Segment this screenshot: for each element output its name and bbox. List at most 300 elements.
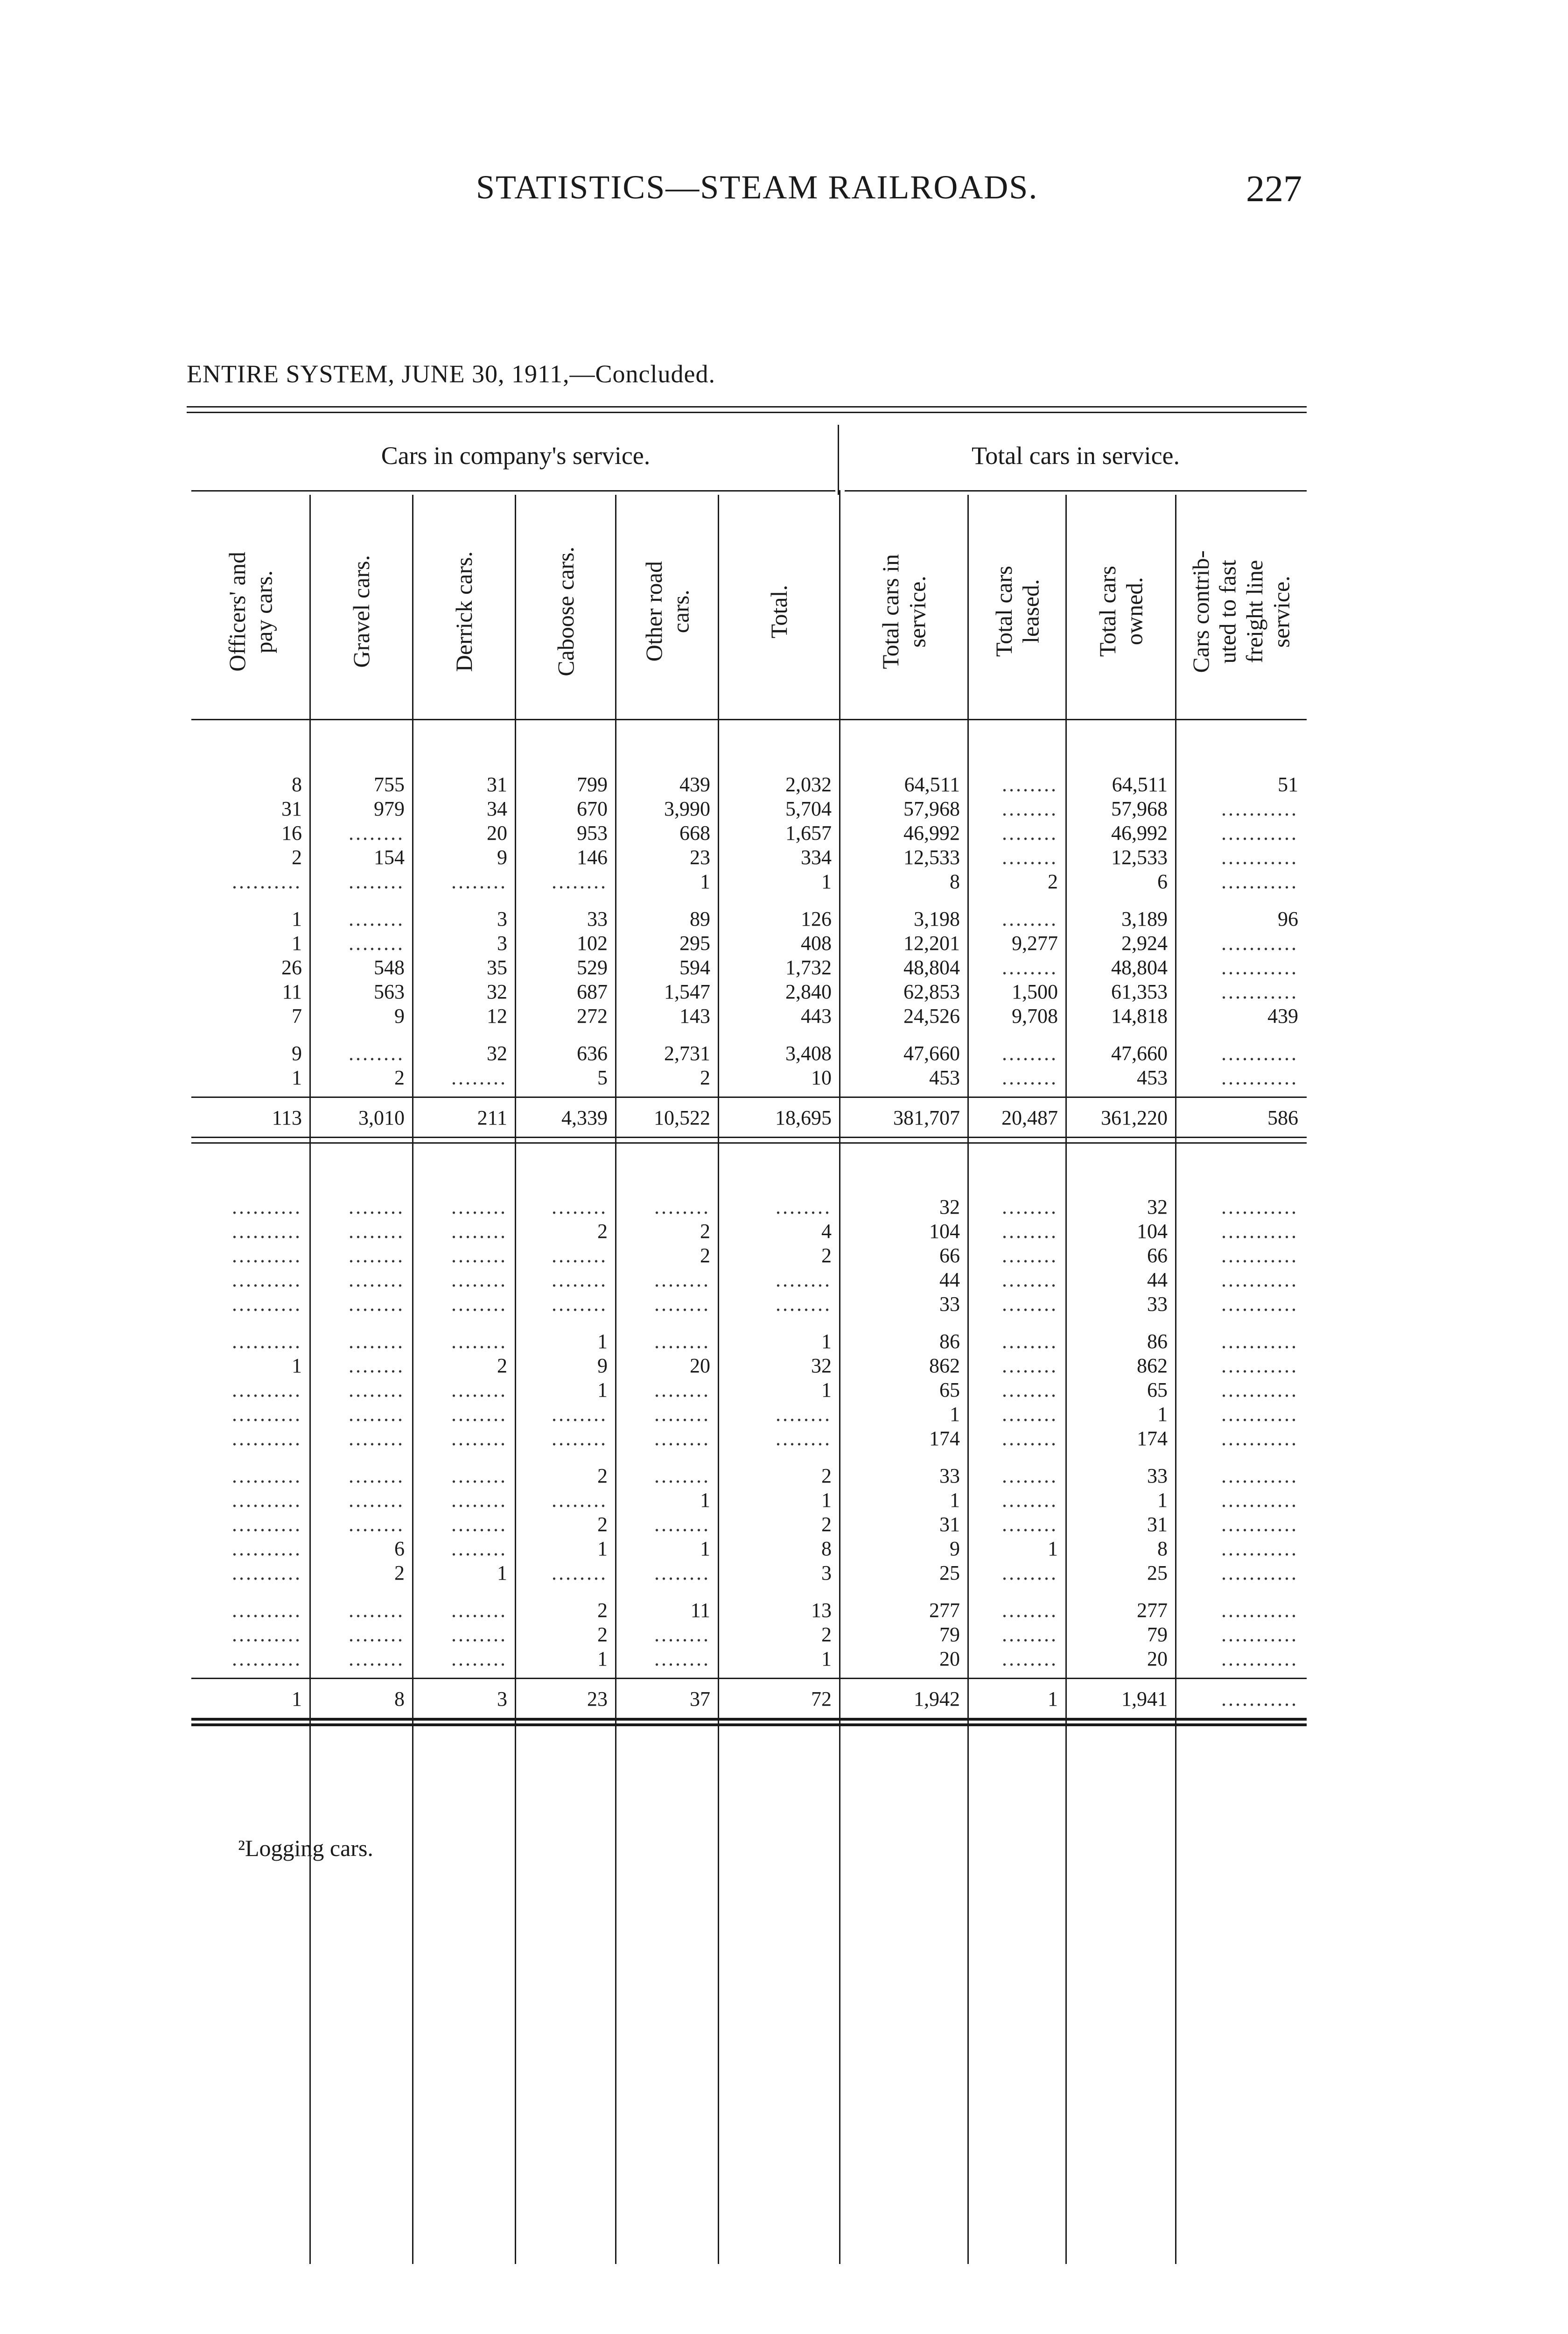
- table-cell: 20: [690, 1354, 710, 1377]
- total-cell: 4,339: [561, 1106, 608, 1129]
- table-cell: ........: [552, 1427, 608, 1450]
- table-cell: ........: [451, 1403, 507, 1426]
- table-cell: ...........: [1221, 846, 1298, 869]
- table-cell: ...........: [1221, 1537, 1298, 1560]
- total-cell: 8: [394, 1687, 405, 1710]
- table-cell: 8: [1157, 1537, 1168, 1560]
- table-cell: ...........: [1221, 1042, 1298, 1065]
- table-cell: ...........: [1221, 1403, 1298, 1426]
- table-cell: ........: [1002, 1403, 1058, 1426]
- table-cell: ........: [349, 822, 405, 844]
- table-cell: 1: [292, 907, 302, 930]
- table-cell: ...........: [1221, 1293, 1298, 1315]
- table-cell: ...........: [1221, 1647, 1298, 1670]
- table-cell: 9: [292, 1042, 302, 1065]
- table-cell: ........: [1002, 1042, 1058, 1065]
- table-cell: 48,804: [903, 956, 960, 979]
- table-cell: 1: [597, 1330, 608, 1353]
- table-cell: 44: [1147, 1268, 1168, 1291]
- table-cell: ........: [349, 1623, 405, 1646]
- table-cell: ...........: [1221, 797, 1298, 820]
- table-cell: 862: [929, 1354, 960, 1377]
- table-cell: 46,992: [903, 822, 960, 844]
- total-cell: 3,010: [358, 1106, 405, 1129]
- table-cell: ........: [451, 1244, 507, 1267]
- table-cell: ........: [654, 1513, 710, 1536]
- table-cell: ..........: [232, 1464, 302, 1487]
- table-cell: ........: [1002, 822, 1058, 844]
- table-cell: 2: [597, 1220, 608, 1243]
- table-cell: ........: [349, 1244, 405, 1267]
- total-rule: [191, 1678, 1307, 1679]
- table-cell: 1,547: [664, 980, 710, 1003]
- table-cell: 1: [821, 1489, 832, 1511]
- table-cell: 1: [821, 1378, 832, 1401]
- table-cell: 277: [929, 1599, 960, 1622]
- table-cell: ........: [552, 1195, 608, 1218]
- table-cell: 34: [487, 797, 507, 820]
- table-cell: 2: [497, 1354, 507, 1377]
- table-cell: ..........: [232, 1599, 302, 1622]
- table-cell: ........: [654, 1330, 710, 1353]
- table-cell: 1: [597, 1537, 608, 1560]
- table-cell: 2,032: [785, 773, 832, 796]
- table-cell: ........: [451, 1489, 507, 1511]
- table-cell: ........: [1002, 907, 1058, 930]
- table-cell: ..........: [232, 1378, 302, 1401]
- footnote: ²Logging cars.: [238, 1835, 373, 1861]
- table-cell: 3,408: [785, 1042, 832, 1065]
- table-cell: 8: [292, 773, 302, 796]
- table-cell: ..........: [232, 1513, 302, 1536]
- table-cell: 1: [597, 1378, 608, 1401]
- running-title: STATISTICS—STEAM RAILROADS.: [476, 169, 1038, 206]
- table-cell: ........: [1002, 773, 1058, 796]
- table-cell: 2: [821, 1513, 832, 1536]
- table-cell: 4: [821, 1220, 832, 1243]
- table-cell: ........: [451, 1599, 507, 1622]
- table-cell: 86: [1147, 1330, 1168, 1353]
- table-cell: 529: [577, 956, 608, 979]
- table-cell: ...........: [1221, 1513, 1298, 1536]
- table-cell: ........: [349, 1647, 405, 1670]
- table-cell: ........: [654, 1647, 710, 1670]
- table-cell: ........: [654, 1464, 710, 1487]
- table-cell: 20: [487, 822, 507, 844]
- column-header-label: Caboose cars.: [552, 547, 579, 676]
- table-cell: ...........: [1221, 1066, 1298, 1089]
- group-total-service: Total cars in service.: [971, 442, 1180, 470]
- table-cell: 687: [577, 980, 608, 1003]
- table-cell: 1: [292, 1354, 302, 1377]
- total-cell: 1: [292, 1687, 302, 1710]
- table-cell: 62,853: [903, 980, 960, 1003]
- total-cell: 1,941: [1121, 1687, 1168, 1710]
- table-cell: ........: [1002, 1378, 1058, 1401]
- table-cell: ...........: [1221, 1489, 1298, 1511]
- table-cell: ........: [654, 1195, 710, 1218]
- table-cell: 65: [1147, 1378, 1168, 1401]
- table-cell: ........: [1002, 956, 1058, 979]
- table-cell: 862: [1137, 1354, 1168, 1377]
- table-cell: 2,731: [664, 1042, 710, 1065]
- column-header-label: Cars contrib- uted to fast freight line service.: [1188, 550, 1295, 673]
- table-cell: ........: [1002, 1599, 1058, 1622]
- table-cell: 2: [1048, 870, 1058, 893]
- table-cell: ........: [349, 1427, 405, 1450]
- table-cell: 563: [374, 980, 405, 1003]
- table-cell: ........: [1002, 1268, 1058, 1291]
- table-cell: ...........: [1221, 1561, 1298, 1584]
- column-header-label: Total.: [766, 584, 792, 639]
- total-cell: 113: [272, 1106, 302, 1129]
- table-cell: 104: [929, 1220, 960, 1243]
- table-cell: ........: [349, 1599, 405, 1622]
- section-end-rule: [191, 1718, 1307, 1721]
- table-cell: ........: [349, 907, 405, 930]
- table-cell: ..........: [232, 1427, 302, 1450]
- table-cell: ...........: [1221, 1464, 1298, 1487]
- table-cell: 1: [1048, 1537, 1058, 1560]
- table-cell: ..........: [232, 870, 302, 893]
- table-cell: 25: [1147, 1561, 1168, 1584]
- table-cell: 670: [577, 797, 608, 820]
- table-cell: 1: [950, 1403, 960, 1426]
- table-cell: ........: [552, 1403, 608, 1426]
- table-cell: ........: [349, 1378, 405, 1401]
- table-cell: 16: [281, 822, 302, 844]
- table-cell: 1: [497, 1561, 507, 1584]
- table-cell: 3,189: [1121, 907, 1168, 930]
- table-cell: ........: [1002, 1647, 1058, 1670]
- table-cell: 6: [1157, 870, 1168, 893]
- table-cell: 102: [577, 932, 608, 955]
- table-cell: ........: [1002, 797, 1058, 820]
- table-cell: 1,657: [785, 822, 832, 844]
- table-cell: ........: [552, 1244, 608, 1267]
- table-cell: 453: [929, 1066, 960, 1089]
- page-number: 227: [1246, 169, 1302, 210]
- table-cell: ........: [451, 1378, 507, 1401]
- table-cell: ........: [1002, 1330, 1058, 1353]
- table-cell: 277: [1137, 1599, 1168, 1622]
- table-cell: 2,840: [785, 980, 832, 1003]
- column-header-label: Total cars owned.: [1094, 566, 1148, 657]
- table-cell: 24,526: [903, 1005, 960, 1027]
- table-cell: ........: [654, 1378, 710, 1401]
- table-cell: 32: [487, 1042, 507, 1065]
- column-header-label: Total cars leased.: [990, 566, 1043, 657]
- table-cell: ........: [1002, 1427, 1058, 1450]
- table-cell: ...........: [1221, 1623, 1298, 1646]
- total-cell: 211: [477, 1106, 507, 1129]
- table-cell: 10: [811, 1066, 832, 1089]
- table-cell: 33: [1147, 1293, 1168, 1315]
- table-cell: 8: [950, 870, 960, 893]
- table-cell: 3: [821, 1561, 832, 1584]
- table-cell: ........: [552, 870, 608, 893]
- table-cell: 2: [821, 1464, 832, 1487]
- table-cell: 89: [690, 907, 710, 930]
- total-cell: 18,695: [775, 1106, 832, 1129]
- table-cell: 66: [1147, 1244, 1168, 1267]
- table-cell: ........: [349, 1403, 405, 1426]
- table-cell: 2: [292, 846, 302, 869]
- table-cell: 126: [801, 907, 832, 930]
- table-cell: 9,708: [1012, 1005, 1058, 1027]
- table-cell: 12,533: [1111, 846, 1168, 869]
- group-company-service: Cars in company's service.: [381, 442, 651, 470]
- table-cell: ........: [1002, 1464, 1058, 1487]
- table-cell: 272: [577, 1005, 608, 1027]
- table-cell: 1: [700, 1537, 710, 1560]
- table-cell: 51: [1278, 773, 1298, 796]
- table-cell: ..........: [232, 1537, 302, 1560]
- table-cell: ...........: [1221, 1378, 1298, 1401]
- table-cell: 1: [700, 1489, 710, 1511]
- table-cell: 1: [1157, 1403, 1168, 1426]
- table-cell: 47,660: [903, 1042, 960, 1065]
- table-cell: ........: [1002, 1244, 1058, 1267]
- table-cell: ........: [776, 1268, 832, 1291]
- table-cell: ........: [451, 1293, 507, 1315]
- table-cell: 1: [821, 1647, 832, 1670]
- table-cell: 32: [487, 980, 507, 1003]
- column-header-label: Gravel cars.: [348, 555, 375, 668]
- table-cell: 9,277: [1012, 932, 1058, 955]
- table-cell: ...........: [1221, 1268, 1298, 1291]
- table-cell: 1: [597, 1647, 608, 1670]
- table-cell: ........: [349, 870, 405, 893]
- table-cell: 2: [597, 1464, 608, 1487]
- column-header-label: Officers' and pay cars.: [224, 551, 277, 672]
- table-cell: 295: [679, 932, 710, 955]
- table-cell: ........: [1002, 1561, 1058, 1584]
- table-cell: ........: [1002, 1195, 1058, 1218]
- table-cell: 146: [577, 846, 608, 869]
- table-cell: 12,533: [903, 846, 960, 869]
- table-cell: ...........: [1221, 1195, 1298, 1218]
- column-header-label: Derrick cars.: [451, 551, 477, 672]
- table-cell: 44: [939, 1268, 960, 1291]
- table-cell: 26: [281, 956, 302, 979]
- table-cell: 25: [939, 1561, 960, 1584]
- table-cell: 1: [292, 932, 302, 955]
- table-cell: ..........: [232, 1220, 302, 1243]
- table-cell: 594: [679, 956, 710, 979]
- table-cell: ........: [654, 1561, 710, 1584]
- table-cell: ..........: [232, 1244, 302, 1267]
- total-cell: 3: [497, 1687, 507, 1710]
- table-cell: 11: [690, 1599, 710, 1622]
- table-cell: ........: [349, 1464, 405, 1487]
- table-cell: 668: [679, 822, 710, 844]
- total-cell: 10,522: [654, 1106, 710, 1129]
- section-end-rule: [191, 1137, 1307, 1138]
- table-cell: 64,511: [1112, 773, 1168, 796]
- table-cell: ........: [349, 1220, 405, 1243]
- table-cell: 154: [374, 846, 405, 869]
- table-cell: 2: [394, 1561, 405, 1584]
- table-cell: ........: [654, 1623, 710, 1646]
- table-cell: 1,732: [785, 956, 832, 979]
- table-cell: 79: [1147, 1623, 1168, 1646]
- table-cell: 174: [1137, 1427, 1168, 1450]
- table-cell: 5,704: [785, 797, 832, 820]
- table-cell: ........: [451, 1537, 507, 1560]
- table-cell: 14,818: [1111, 1005, 1168, 1027]
- table-cell: ........: [349, 1268, 405, 1291]
- table-cell: ...........: [1221, 980, 1298, 1003]
- table-cell: 9: [950, 1537, 960, 1560]
- total-cell: 20,487: [1001, 1106, 1058, 1129]
- table-cell: ........: [776, 1293, 832, 1315]
- table-cell: ...........: [1221, 1599, 1298, 1622]
- table-cell: 9: [597, 1354, 608, 1377]
- table-cell: ........: [349, 1195, 405, 1218]
- table-cell: ...........: [1221, 1330, 1298, 1353]
- table-cell: ........: [654, 1268, 710, 1291]
- table-cell: 12,201: [903, 932, 960, 955]
- table-cell: 7: [292, 1005, 302, 1027]
- table-cell: ........: [451, 1427, 507, 1450]
- table-cell: 33: [1147, 1464, 1168, 1487]
- table-cell: ........: [349, 932, 405, 955]
- column-header-label: Total cars in service.: [877, 554, 931, 669]
- section-end-rule: [191, 1142, 1307, 1144]
- table-cell: 96: [1278, 907, 1298, 930]
- table-cell: ...........: [1221, 822, 1298, 844]
- table-cell: 11: [282, 980, 302, 1003]
- table-cell: 66: [939, 1244, 960, 1267]
- table-cell: 334: [801, 846, 832, 869]
- table-cell: 548: [374, 956, 405, 979]
- table-cell: 20: [1147, 1647, 1168, 1670]
- table-cell: ........: [776, 1195, 832, 1218]
- table-cell: ........: [1002, 846, 1058, 869]
- table-cell: 9: [394, 1005, 405, 1027]
- table-cell: 32: [939, 1195, 960, 1218]
- table-cell: ..........: [232, 1489, 302, 1511]
- table-cell: ........: [552, 1293, 608, 1315]
- table-cell: 3,198: [914, 907, 960, 930]
- table-cell: 31: [487, 773, 507, 796]
- table-cell: 2: [700, 1066, 710, 1089]
- table-cell: 3: [497, 932, 507, 955]
- table-cell: ........: [552, 1268, 608, 1291]
- table-cell: ..........: [232, 1403, 302, 1426]
- table-cell: ..........: [232, 1268, 302, 1291]
- table-cell: 32: [1147, 1195, 1168, 1218]
- table-cell: ..........: [232, 1647, 302, 1670]
- table-cell: 1: [950, 1489, 960, 1511]
- table-cell: 453: [1137, 1066, 1168, 1089]
- table-cell: 979: [374, 797, 405, 820]
- table-cell: ........: [1002, 1623, 1058, 1646]
- table-cell: 13: [811, 1599, 832, 1622]
- table-cell: ........: [451, 1066, 507, 1089]
- table-cell: 3: [497, 907, 507, 930]
- table-cell: 1: [1157, 1489, 1168, 1511]
- table-cell: 31: [939, 1513, 960, 1536]
- table-cell: 3,990: [664, 797, 710, 820]
- table-cell: 33: [939, 1293, 960, 1315]
- table-cell: 64,511: [904, 773, 960, 796]
- table-cell: ..........: [232, 1330, 302, 1353]
- total-cell: 361,220: [1101, 1106, 1168, 1129]
- table-cell: 33: [587, 907, 608, 930]
- table-cell: 104: [1137, 1220, 1168, 1243]
- table-cell: 35: [487, 956, 507, 979]
- table-cell: 57,968: [1111, 797, 1168, 820]
- table-cell: ........: [552, 1489, 608, 1511]
- table-cell: ........: [451, 1647, 507, 1670]
- table-cell: 143: [679, 1005, 710, 1027]
- table-cell: 1: [292, 1066, 302, 1089]
- table-cell: ........: [451, 1513, 507, 1536]
- table-cell: 2: [700, 1244, 710, 1267]
- table-cell: ........: [349, 1354, 405, 1377]
- table-cell: ...........: [1221, 870, 1298, 893]
- table-cell: ...........: [1221, 1427, 1298, 1450]
- table-cell: 79: [939, 1623, 960, 1646]
- table-cell: 65: [939, 1378, 960, 1401]
- table-cell: ........: [654, 1293, 710, 1315]
- table-cell: ........: [451, 1623, 507, 1646]
- table-cell: ........: [451, 1268, 507, 1291]
- table-cell: ........: [1002, 1293, 1058, 1315]
- table-cell: 23: [690, 846, 710, 869]
- total-cell: ...........: [1221, 1687, 1298, 1710]
- table-cell: 2,924: [1121, 932, 1168, 955]
- table-cell: 8: [821, 1537, 832, 1560]
- total-cell: 1: [1048, 1687, 1058, 1710]
- table-cell: ........: [1002, 1354, 1058, 1377]
- table-cell: 2: [394, 1066, 405, 1089]
- table-cell: 2: [597, 1599, 608, 1622]
- table-cell: ........: [654, 1427, 710, 1450]
- table-cell: 439: [1267, 1005, 1298, 1027]
- total-cell: 72: [811, 1687, 832, 1710]
- table-cell: 61,353: [1111, 980, 1168, 1003]
- table-cell: 443: [801, 1005, 832, 1027]
- table-cell: ...........: [1221, 932, 1298, 955]
- table-cell: ........: [349, 1042, 405, 1065]
- table-cell: 20: [939, 1647, 960, 1670]
- table-cell: ........: [451, 1220, 507, 1243]
- total-rule: [191, 1097, 1307, 1098]
- table-cell: 799: [577, 773, 608, 796]
- total-cell: 37: [690, 1687, 710, 1710]
- table-cell: ..........: [232, 1293, 302, 1315]
- table-cell: ........: [451, 1464, 507, 1487]
- table-cell: 6: [394, 1537, 405, 1560]
- table-cell: 31: [1147, 1513, 1168, 1536]
- table-cell: ........: [1002, 1513, 1058, 1536]
- table-cell: 1: [700, 870, 710, 893]
- table-cell: 2: [700, 1220, 710, 1243]
- table-cell: ........: [349, 1513, 405, 1536]
- table-cell: ........: [451, 870, 507, 893]
- table-cell: ........: [552, 1561, 608, 1584]
- table-cell: ........: [1002, 1066, 1058, 1089]
- table-cell: 33: [939, 1464, 960, 1487]
- total-cell: 23: [587, 1687, 608, 1710]
- table-cell: ........: [776, 1403, 832, 1426]
- table-cell: 636: [577, 1042, 608, 1065]
- table-cell: ........: [349, 1489, 405, 1511]
- table-cell: 86: [939, 1330, 960, 1353]
